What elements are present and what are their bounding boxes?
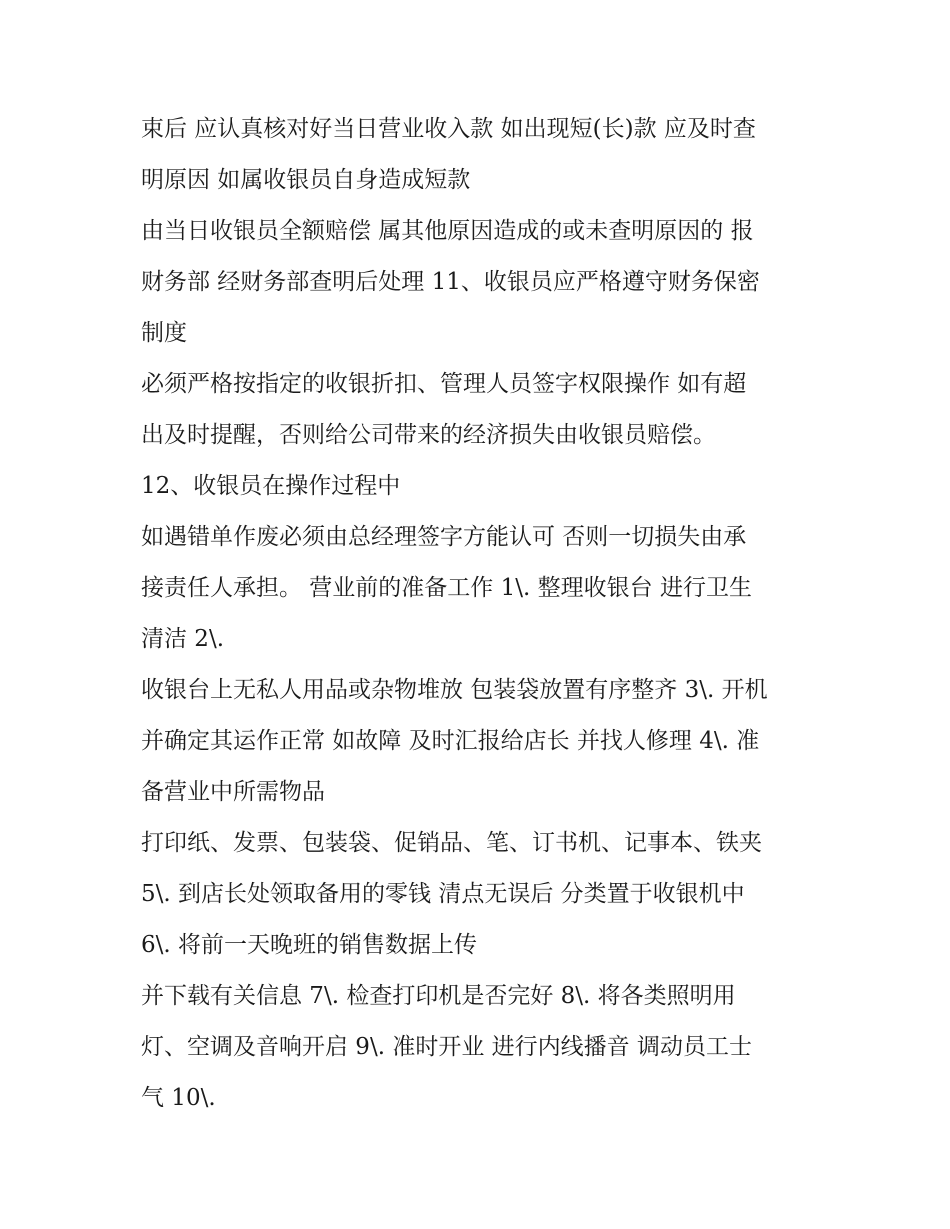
text-line: 财务部 经财务部查明后处理 11、收银员应严格遵守财务保密 <box>141 269 760 295</box>
text-line: 接责任人承担。 营业前的准备工作 1\. 整理收银台 进行卫生 <box>141 575 752 601</box>
document-body <box>141 104 831 1124</box>
text-line: 6\. 将前一天晚班的销售数据上传 <box>141 932 478 958</box>
text-line: 气 10\. <box>141 1085 216 1111</box>
text-line: 备营业中所需物品 <box>141 779 325 805</box>
text-line: 制度 <box>141 320 187 346</box>
text-line: 并确定其运作正常 如故障 及时汇报给店长 并找人修理 4\. 准 <box>141 728 760 754</box>
text-line: 出及时提醒，否则给公司带来的经济损失由收银员赔偿。 <box>141 422 716 448</box>
text-line: 如遇错单作废必须由总经理签字方能认可 否则一切损失由承 <box>141 524 747 550</box>
text-line: 收银台上无私人用品或杂物堆放 包装袋放置有序整齐 3\. 开机 <box>141 677 768 703</box>
text-line: 12、收银员在操作过程中 <box>141 473 401 499</box>
text-line: 明原因 如属收银员自身造成短款 <box>141 167 471 193</box>
text-line: 必须严格按指定的收银折扣、管理人员签字权限操作 如有超 <box>141 371 747 397</box>
text-line: 束后 应认真核对好当日营业收入款 如出现短(长)款 应及时查 <box>141 116 756 142</box>
text-line: 灯、空调及音响开启 9\. 准时开业 进行内线播音 调动员工士 <box>141 1034 752 1060</box>
text-line: 并下载有关信息 7\. 检查打印机是否完好 8\. 将各类照明用 <box>141 983 736 1009</box>
text-line: 由当日收银员全额赔偿 属其他原因造成的或未查明原因的 报 <box>141 218 754 244</box>
text-line: 清洁 2\. <box>141 626 225 652</box>
text-line: 5\. 到店长处领取备用的零钱 清点无误后 分类置于收银机中 <box>141 881 745 907</box>
text-line: 打印纸、发票、包装袋、促销品、笔、订书机、记事本、铁夹 <box>141 830 762 856</box>
